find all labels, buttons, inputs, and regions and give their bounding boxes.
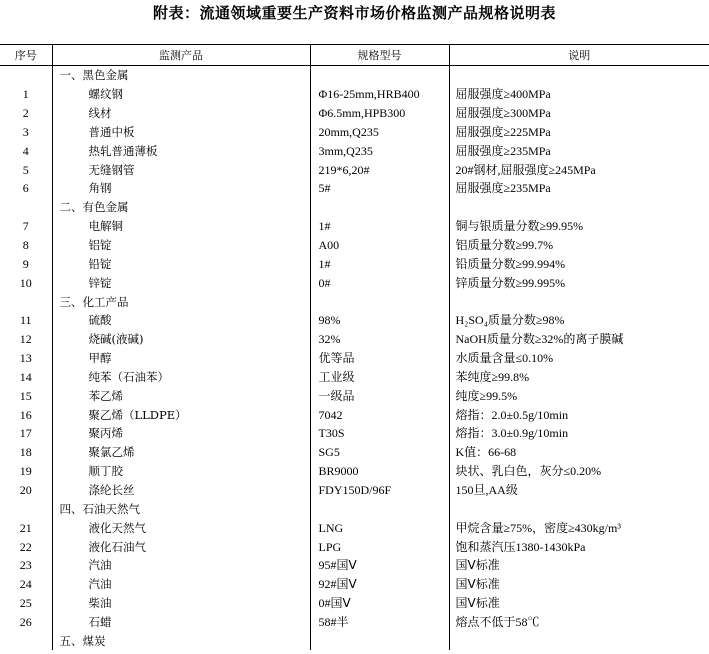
spec-description: 锌质量分数≥99.995% <box>449 273 709 292</box>
category-row <box>0 292 709 311</box>
spec-description: 铅质量分数≥99.994% <box>449 254 709 273</box>
spec-model: 1# <box>310 217 449 236</box>
row-number: 13 <box>19 351 32 366</box>
spec-model: 0# <box>310 273 449 292</box>
spec-description: 甲烷含量≥75%，密度≥430kg/m³ <box>449 518 709 537</box>
product-name: 铝锭 <box>52 236 310 255</box>
spec-description: H₂SO₄质量分数≥98% <box>449 311 709 330</box>
table-header-row <box>0 45 709 66</box>
product-name: 聚氯乙烯 <box>52 443 310 462</box>
table-row <box>0 123 709 142</box>
product-name: 角钢 <box>52 179 310 198</box>
header-desc: 说明 <box>449 45 709 66</box>
spec-model: 1# <box>310 254 449 273</box>
product-name: 聚乙烯（LLDPE） <box>52 405 310 424</box>
spec-model: Φ16-25mm,HRB400 <box>310 85 449 104</box>
spec-description: 屈服强度≥225MPa <box>449 123 709 142</box>
row-number: 23 <box>19 558 32 573</box>
spec-model: 一级品 <box>310 386 449 405</box>
category-name: 二、有色金属 <box>52 198 310 217</box>
product-name: 石蜡 <box>52 612 310 631</box>
spec-description: 150旦,AA级 <box>449 481 709 500</box>
table-row <box>0 537 709 556</box>
spec-description <box>449 198 709 217</box>
spec-model: 219*6,20# <box>310 160 449 179</box>
table-row <box>0 556 709 575</box>
row-number: 17 <box>19 426 32 441</box>
row-number: 2 <box>22 106 29 121</box>
table-row <box>0 386 709 405</box>
spec-description: 屈服强度≥300MPa <box>449 104 709 123</box>
table-row <box>0 311 709 330</box>
category-name: 三、化工产品 <box>52 292 310 311</box>
spec-description: 屈服强度≥235MPa <box>449 179 709 198</box>
row-number: 14 <box>19 369 32 384</box>
product-name: 液化石油气 <box>52 537 310 556</box>
product-name: 烧碱(液碱) <box>52 330 310 349</box>
spec-description <box>449 292 709 311</box>
product-name: 铅锭 <box>52 254 310 273</box>
product-name: 汽油 <box>52 575 310 594</box>
spec-description: 饱和蒸汽压1380-1430kPa <box>449 537 709 556</box>
product-name: 涤纶长丝 <box>52 481 310 500</box>
table-row <box>0 273 709 292</box>
row-number: 20 <box>19 482 32 497</box>
table-row <box>0 612 709 631</box>
spec-table <box>0 44 709 650</box>
row-number: 12 <box>19 332 32 347</box>
table-row <box>0 179 709 198</box>
table-row <box>0 330 709 349</box>
row-number <box>0 198 52 217</box>
spec-model: 优等品 <box>310 349 449 368</box>
spec-description: 20#钢材,屈服强度≥245MPa <box>449 160 709 179</box>
table-row <box>0 160 709 179</box>
spec-model <box>310 198 449 217</box>
table-row <box>0 217 709 236</box>
spec-model: A00 <box>310 236 449 255</box>
table-row <box>0 424 709 443</box>
product-name: 甲醇 <box>52 349 310 368</box>
spec-description: 水质量含量≤0.10% <box>449 349 709 368</box>
spec-model: BR9000 <box>310 462 449 481</box>
row-number: 16 <box>19 407 32 422</box>
spec-description: 块状、乳白色，灰分≤0.20% <box>449 462 709 481</box>
spec-model: 工业级 <box>310 368 449 387</box>
row-number: 1 <box>22 87 29 102</box>
spec-description <box>449 66 709 85</box>
table-row <box>0 236 709 255</box>
spec-model: 0#国Ⅴ <box>310 594 449 613</box>
row-number <box>0 292 52 311</box>
spec-description: K值：66-68 <box>449 443 709 462</box>
product-name: 螺纹钢 <box>52 85 310 104</box>
spec-description: 熔点不低于58℃ <box>449 612 709 631</box>
product-name: 聚丙烯 <box>52 424 310 443</box>
table-row <box>0 141 709 160</box>
spec-model: 98% <box>310 311 449 330</box>
product-name: 汽油 <box>52 556 310 575</box>
spec-model: T30S <box>310 424 449 443</box>
category-row <box>0 631 709 650</box>
spec-description <box>449 499 709 518</box>
table-row <box>0 349 709 368</box>
row-number: 26 <box>19 614 32 629</box>
product-name: 液化天然气 <box>52 518 310 537</box>
row-number: 7 <box>22 219 29 234</box>
header-no: 序号 <box>0 45 52 66</box>
table-row <box>0 405 709 424</box>
table-row <box>0 462 709 481</box>
page-title: 附表：流通领域重要生产资料市场价格监测产品规格说明表 <box>152 4 556 22</box>
row-number <box>0 631 52 650</box>
row-number: 24 <box>19 577 32 592</box>
spec-model <box>310 631 449 650</box>
row-number: 11 <box>19 313 32 328</box>
category-name: 一、黑色金属 <box>52 66 310 85</box>
table-row <box>0 368 709 387</box>
row-number <box>0 66 52 85</box>
row-number: 3 <box>22 124 29 139</box>
row-number: 19 <box>19 464 32 479</box>
spec-description: 屈服强度≥400MPa <box>449 85 709 104</box>
product-name: 苯乙烯 <box>52 386 310 405</box>
spec-model <box>310 66 449 85</box>
spec-model: 58#半 <box>310 612 449 631</box>
category-name: 四、石油天然气 <box>52 499 310 518</box>
product-name: 普通中板 <box>52 123 310 142</box>
row-number: 5 <box>22 162 29 177</box>
spec-description: 苯纯度≥99.8% <box>449 368 709 387</box>
spec-model: 7042 <box>310 405 449 424</box>
table-row <box>0 518 709 537</box>
product-name: 硫酸 <box>52 311 310 330</box>
row-number: 6 <box>22 181 29 196</box>
spec-description: 国Ⅴ标准 <box>449 575 709 594</box>
spec-description: 铝质量分数≥99.7% <box>449 236 709 255</box>
spec-model: 20mm,Q235 <box>310 123 449 142</box>
row-number: 22 <box>19 539 32 554</box>
spec-model: 5# <box>310 179 449 198</box>
spec-description: 国Ⅴ标准 <box>449 556 709 575</box>
row-number: 9 <box>22 256 29 271</box>
product-name: 柴油 <box>52 594 310 613</box>
spec-description <box>449 631 709 650</box>
table-row <box>0 481 709 500</box>
spec-model: Φ6.5mm,HPB300 <box>310 104 449 123</box>
row-number: 4 <box>22 143 29 158</box>
spec-description: 屈服强度≥235MPa <box>449 141 709 160</box>
table-row <box>0 594 709 613</box>
category-row <box>0 198 709 217</box>
table-row <box>0 104 709 123</box>
row-number: 21 <box>19 520 32 535</box>
product-name: 纯苯（石油苯） <box>52 368 310 387</box>
spec-description: 铜与银质量分数≥99.95% <box>449 217 709 236</box>
table-body <box>0 66 709 651</box>
spec-model: LPG <box>310 537 449 556</box>
spec-description: 纯度≥99.5% <box>449 386 709 405</box>
category-name: 五、煤炭 <box>52 631 310 650</box>
table-row <box>0 443 709 462</box>
row-number <box>0 499 52 518</box>
row-number: 25 <box>19 596 32 611</box>
product-name: 顺丁胶 <box>52 462 310 481</box>
spec-description: NaOH质量分数≥32%的离子膜碱 <box>449 330 709 349</box>
spec-model: LNG <box>310 518 449 537</box>
row-number: 18 <box>19 445 32 460</box>
table-row <box>0 254 709 273</box>
table-row <box>0 575 709 594</box>
product-name: 线材 <box>52 104 310 123</box>
spec-model: 3mm,Q235 <box>310 141 449 160</box>
header-product: 监测产品 <box>52 45 310 66</box>
spec-model: 32% <box>310 330 449 349</box>
product-name: 电解铜 <box>52 217 310 236</box>
spec-description: 熔指：2.0±0.5g/10min <box>449 405 709 424</box>
spec-model: 92#国Ⅴ <box>310 575 449 594</box>
product-name: 锌锭 <box>52 273 310 292</box>
row-number: 15 <box>19 388 32 403</box>
row-number: 8 <box>22 238 29 253</box>
category-row <box>0 66 709 85</box>
row-number: 10 <box>19 275 32 290</box>
product-name: 无缝钢管 <box>52 160 310 179</box>
spec-model: 95#国Ⅴ <box>310 556 449 575</box>
spec-model: SG5 <box>310 443 449 462</box>
table-row <box>0 85 709 104</box>
header-spec: 规格型号 <box>310 45 449 66</box>
spec-model <box>310 292 449 311</box>
spec-model: FDY150D/96F <box>310 481 449 500</box>
spec-model <box>310 499 449 518</box>
product-name: 热轧普通薄板 <box>52 141 310 160</box>
category-row <box>0 499 709 518</box>
spec-description: 国Ⅴ标准 <box>449 594 709 613</box>
spec-description: 熔指：3.0±0.9g/10min <box>449 424 709 443</box>
